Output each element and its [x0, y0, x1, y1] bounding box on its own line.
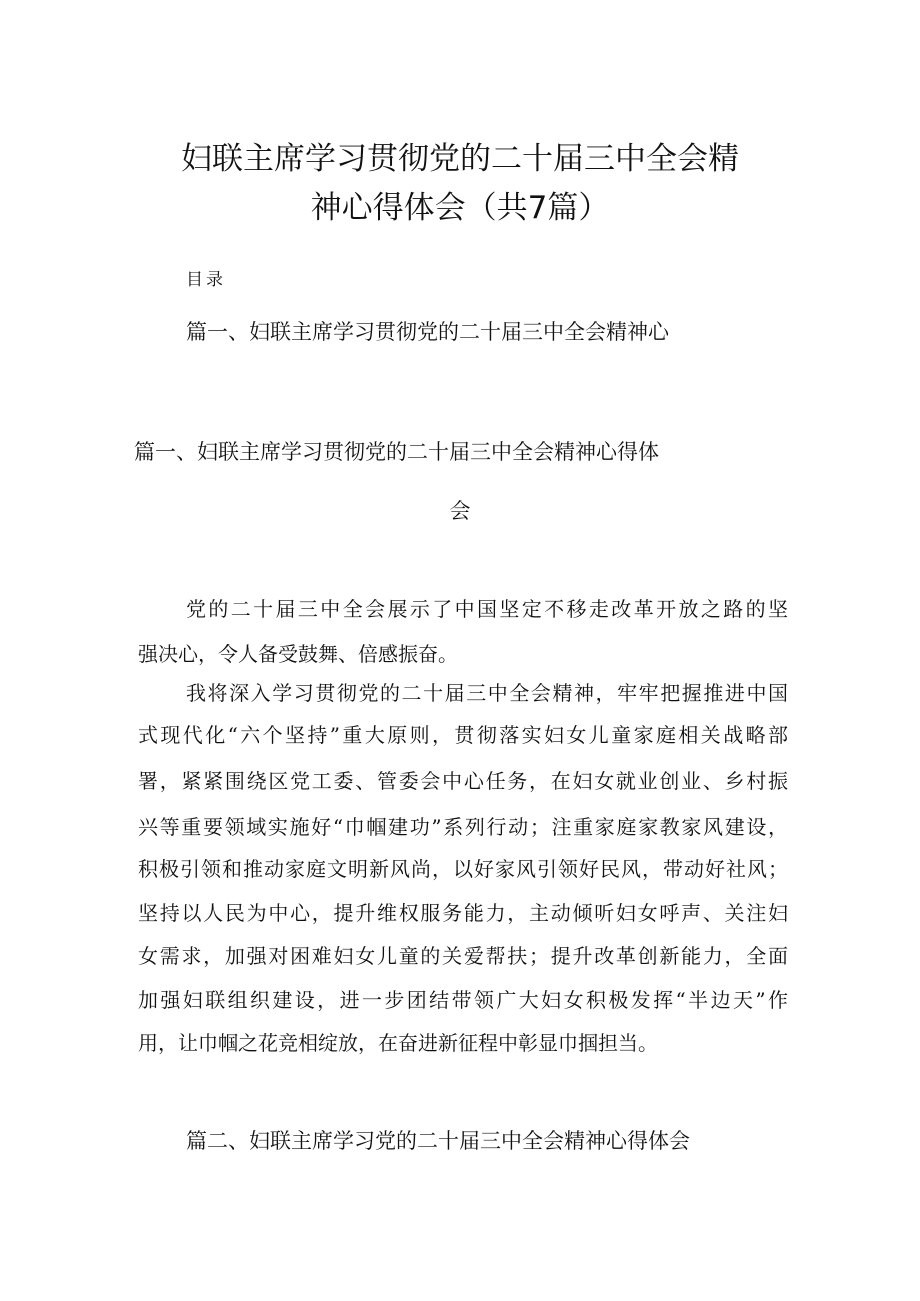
section2-heading: 篇二、妇联主席学习党的二十届三中全会精神心得体会	[186, 1129, 690, 1153]
section1-paragraph2-line-2: 式现代化“六个坚持”重大原则，贯彻落实妇女儿童家庭相关战略部	[138, 723, 788, 747]
toc-label: 目录	[186, 270, 226, 290]
section1-heading-line-2: 会	[449, 499, 471, 523]
toc-entry-1[interactable]: 篇一、妇联主席学习贯彻党的二十届三中全会精神心	[186, 320, 669, 344]
section1-paragraph2-line-6: 坚持以人民为中心，提升维权服务能力，主动倾听妇女呼声、关注妇	[138, 901, 788, 925]
document-title-line-2: 神心得体会（共7篇）	[310, 190, 610, 226]
section1-heading-line-1: 篇一、妇联主席学习贯彻党的二十届三中全会精神心得体	[134, 440, 659, 464]
section1-paragraph2-line-4: 兴等重要领域实施好“巾帼建功”系列行动；注重家庭家教家风建设，	[138, 815, 788, 839]
section1-paragraph1-line-1: 党的二十届三中全会展示了中国坚定不移走改革开放之路的坚	[186, 597, 788, 621]
section1-paragraph2-line-5: 积极引领和推动家庭文明新风尚，以好家风引领好民风，带动好社风；	[138, 857, 788, 881]
document-title-line-1: 妇联主席学习贯彻党的二十届三中全会精	[181, 141, 739, 177]
section1-paragraph2-line-3: 署，紧紧围绕区党工委、管委会中心任务，在妇女就业创业、乡村振	[138, 769, 788, 793]
section1-paragraph2-line-7: 女需求，加强对困难妇女儿童的关爱帮扶；提升改革创新能力，全面	[138, 944, 788, 968]
section1-paragraph2-line-8: 加强妇联组织建设，进一步团结带领广大妇女积极发挥“半边天”作	[138, 988, 788, 1012]
section1-paragraph1-line-2: 强决心，令人备受鼓舞、倍感振奋。	[138, 642, 458, 666]
section1-paragraph2-line-1: 我将深入学习贯彻党的二十届三中全会精神，牢牢把握推进中国	[186, 681, 788, 705]
section1-paragraph2-line-9: 用，让巾帼之花竞相绽放，在奋进新征程中彰显巾掴担当。	[138, 1031, 658, 1055]
